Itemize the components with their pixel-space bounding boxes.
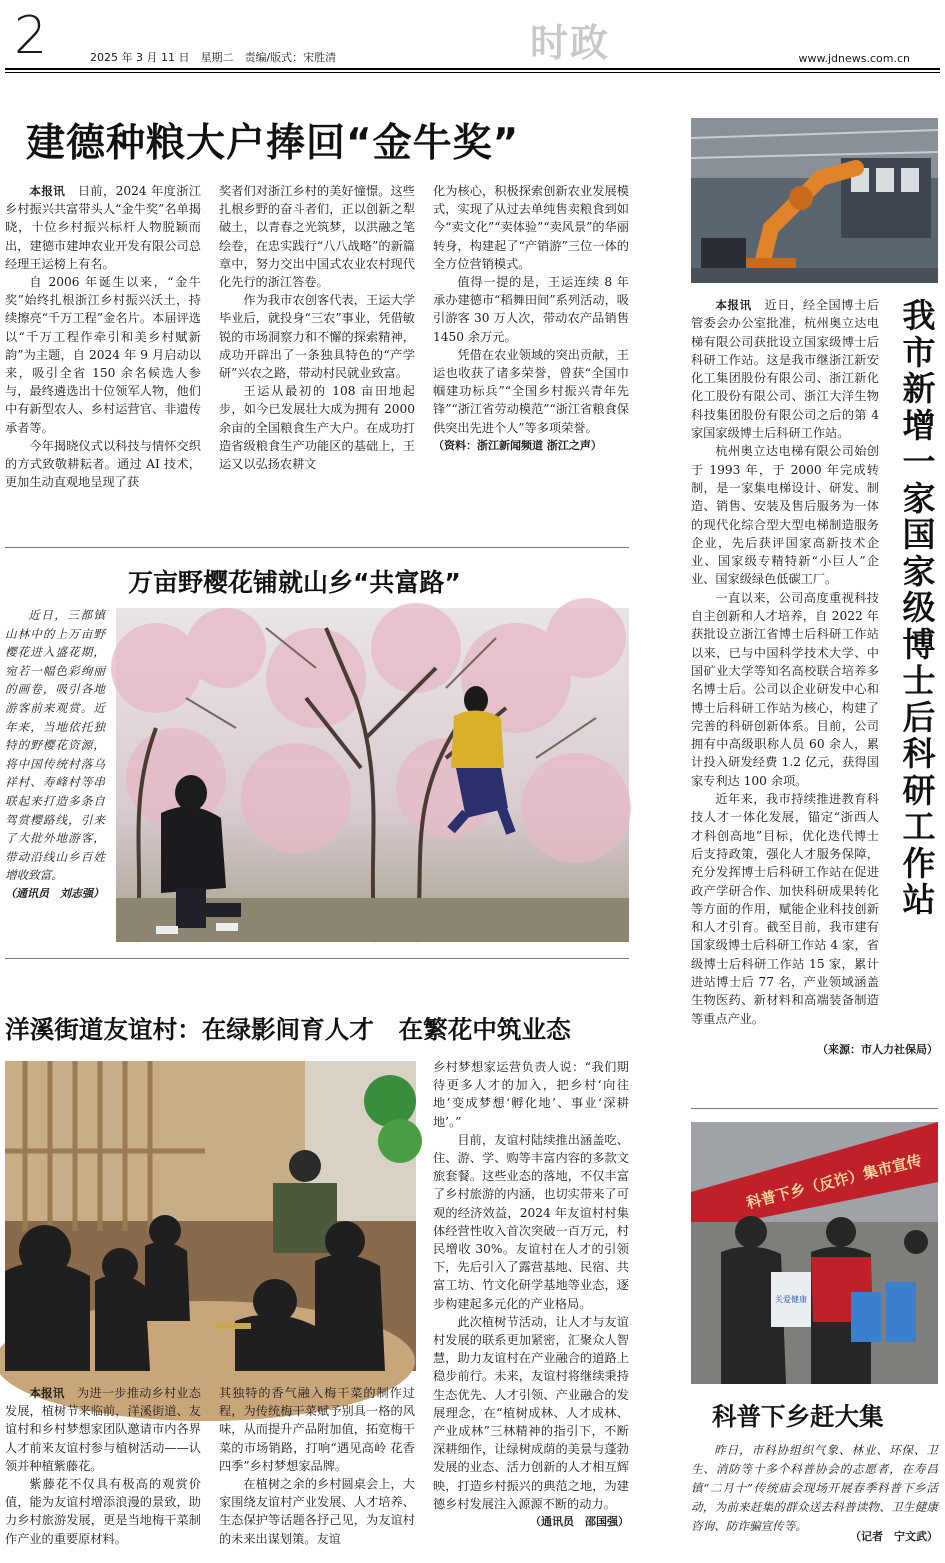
headline-science-fair: 科普下乡赶大集 (712, 1402, 884, 1431)
bag-label: 关爱健康 (775, 1295, 807, 1304)
paragraph: 凭借在农业领域的突出贡献，王运也收获了诸多荣誉，曾获“全国巾帼建功标兵”“全国乡村振兴青年先锋”“浙江省劳动模范”“浙江省粮食保供突出先进个人”等多项荣誉。 (433, 347, 629, 435)
article5-body (691, 1441, 938, 1541)
paragraph: 目前，友谊村陆续推出涵盖吃、住、游、学、购等丰富内容的多款文旅套餐。这些业态的落地，不仅丰富了乡村旅游的内涵，也切实带来了可观的经济效益，2024 年友谊村村集体经营性收入首次突破一百万元，村民增收 30%。友谊村在人才的引领下，先后引入了露营基地、民宿、共富工坊、竹文化研学基地等业态，逐步构建起多元化的产业格局。 (433, 1132, 629, 1311)
paragraph: 为进一步推动乡村业态发展，植树节来临前，洋溪街道、友谊村和乡村梦想家团队邀请市内各界人才前来友谊村参与植树活动——认领并种植紫藤花。 (5, 1386, 201, 1473)
article1-source: （资料：浙江新闻频道 浙江之声） (433, 438, 602, 452)
date-editor-line: 2025 年 3 月 11 日 星期二 责编/版式：宋胜清 (90, 51, 337, 64)
divider (691, 1108, 938, 1109)
paragraph: 值得一提的是，王运连续 8 年承办建德市“稻舞田间”系列活动，吸引游客 30 万人次，带动农产品销售 1450 余万元。 (433, 275, 629, 344)
paragraph: 近日，三都镇山林中的上万亩野樱花进入盛花期，宛若一幅色彩绚丽的画卷，吸引各地游客前来观赏。近年来，当地依托独特的野樱花资源，将中国传统村落乌祥村、寿峰村等串联起来打造多条自驾赏樱路线，引来了大批外地游客，带动沿线山乡百姓增收致富。 (5, 608, 105, 883)
paragraph: 在植树之余的乡村圆桌会上，大家围绕友谊村产业发展、人才培养、生态保护等话题各抒己见，为友谊村的未来出谋划策。友谊 (219, 1477, 415, 1546)
article3-column-1 (5, 1384, 201, 1559)
paragraph: 其独特的香气融入梅干菜的制作过程，为传统梅干菜赋予别具一格的风味，从而提升产品附加值，拓宽梅干菜的市场销路，打响“遇见高岭 花香四季”乡村梦想家品牌。 (219, 1386, 415, 1473)
science-fair-photo (691, 1122, 938, 1384)
header-rule-thin (5, 72, 940, 73)
headline-cherry-blossom: 万亩野樱花铺就山乡“共富路” (128, 568, 461, 597)
headline-golden-bull: 建德种粮大户捧回“金牛奖” (26, 121, 520, 166)
paragraph: 紫藤花不仅具有极高的观赏价值，能为友谊村增添浪漫的景致，助力乡村旅游发展，更是当地梅干菜制作产业的重要原材料。 (5, 1477, 201, 1546)
headline-youyi-village: 洋溪街道友谊村：在绿影间育人才 在繁花中筑业态 (5, 1015, 571, 1044)
paragraph: 杭州奥立达电梯有限公司始创于 1993 年，于 2000 年完成转制，是一家集电梯设计、研发、制造、销售、安装及售后服务为一体的现代化综合型大型电梯制造服务企业，先后获评国家高新技术企业、国家级专精特新“小巨人”企业、国家级绿色低碳工厂。 (691, 444, 879, 587)
cherry-blossom-photo (116, 608, 629, 942)
article1-column-3 (433, 182, 629, 482)
robot-arm-factory-photo (691, 118, 938, 283)
article4-body-narrow (691, 296, 880, 1026)
paragraph: 乡村梦想家运营负责人说：“我们期待更多人才的加入，把乡村‘向往地’变成梦想‘孵化地’、事业‘深耕地’。” (433, 1060, 629, 1129)
page-number: 2 (14, 6, 48, 66)
website-url[interactable]: www.jdnews.com.cn (798, 52, 910, 65)
paragraph: 王运从最初的 108 亩田地起步，如今已发展壮大成为拥有 2000 余亩的全国粮食生产大户。在成功打造省级粮食生产功能区的基础上，王运又以弘扬农耕文 (219, 384, 415, 472)
paragraph: 作为我市农创客代表，王运大学毕业后，就投身“三农”事业，凭借敏锐的市场洞察力和不懈的探索精神，成功开辟出了一条独具特色的“产学研”兴农之路，带动村民就业致富。 (219, 293, 415, 381)
article3-credit: （通讯员 邵国强） (530, 1515, 629, 1529)
paragraph: 日前，2024 年度浙江乡村振兴共富带头人“金牛奖”名单揭晓，十位乡村振兴标杆人物脱颖而出，建德市建坤农业开发有限公司总经理王运榜上有名。 (5, 184, 202, 271)
article1-column-2 (219, 182, 415, 502)
article3-column-3 (433, 1058, 629, 1563)
section-title: 时政 (530, 21, 611, 65)
article3-column-2 (219, 1384, 415, 1559)
article2-caption-text (5, 606, 105, 924)
header-rule (5, 68, 940, 70)
tree-planting-meeting-photo (5, 1061, 416, 1371)
paragraph: 自 2006 年诞生以来，“金牛奖”始终扎根浙江乡村振兴沃土，持续擦亮“千万工程”金名片。本届评选以“千万工程作牵引和美乡村赋新韵”为主题，自 2024 年 9 月启动以来，吸引全省 150 余名候选人参与，最终遴选出十位领军人物，他们中有新型农人、乡村运营官、非遗传承者等。 (5, 275, 201, 435)
headline-postdoc-station: 我市新增一家国家级博士后科研工作站 (902, 296, 936, 919)
paragraph: 化为核心，积极探索创新农业发展模式，实现了从过去单纯售卖粮食到如今“卖文化”“卖体验”“卖风景”的华丽转身，构建起了“产销游”三位一体的全方位营销模式。 (433, 184, 629, 271)
paragraph: 近日，经全国博士后管委会办公室批准，杭州奥立达电梯有限公司获批设立国家级博士后科研工作站。这是我市继浙江新安化工集团股份有限公司、浙江新化化工股份有限公司、浙江大洋生物科技集团股份有限公司之后的第 4 家国家级博士后科研工作站。 (691, 298, 880, 441)
divider (5, 547, 629, 548)
lead-label: 本报讯 (715, 298, 752, 312)
paragraph: 奖者们对浙江乡村的美好憧憬。这些扎根乡野的奋斗者们，正以创新之犁破土，以青春之光筑梦，以洪融之笔绘卷，在忠实践行“八八战略”的新篇章中，努力交出中国式农业农村现代化先行的浙江答卷。 (219, 184, 415, 290)
paragraph: 今年揭晓仪式以科技与情怀交织的方式致敬耕耘者。通过 AI 技术，更加生动直观地呈现了获 (5, 438, 201, 490)
lead-label: 本报讯 (29, 1386, 65, 1400)
paragraph: 近年来，我市持续推进教育科技人才一体化发展，锚定“浙西人才科创高地”目标，优化迭代博士后支持政策，强化人才服务保障，充分发挥博士后科研工作站在促进政产学研合作、加快科研成果转化等方面的作用，赋能企业科技创新和人才引育。截至目前，我市建有国家级博士后科研工作站 4 家，省级博士后科研工作站 15 家，累计进站博士后 77 名，产业领域涵盖生物医药、新材料和高端装备制造等重点产业。 (691, 792, 879, 1026)
article1-column-1 (5, 182, 201, 502)
banner-text: 科普下乡（反诈）集市宣传 (744, 1151, 924, 1213)
paragraph: 一直以来，公司高度重视科技自主创新和人才培养，自 2022 年获批设立浙江省博士后科研工作站以来，已与中国科学技术大学、中国矿业大学等知名高校联合培养多名博士后。公司以企业研发中心和博士后科研工作站为核心，构建了完善的科研创新体系。目前，公司拥有中高级职称人员 60 余人，累计投入研发经费 1.2 亿元，获得国家专利达 100 余项。 (691, 590, 879, 788)
paragraph: 昨日，市科协组织气象、林业、环保、卫生、消防等十多个科普协会的志愿者，在寿昌镇“二月十”传统庙会现场开展春季科普下乡活动，为前来赶集的群众送去科普读物、卫生健康咨询、防诈骗宣传等。 (691, 1443, 938, 1533)
article2-credit: （通讯员 刘志强） (5, 886, 104, 900)
paragraph: 此次植树节活动，让人才与友谊村发展的联系更加紧密，汇聚众人智慧，助力友谊村在产业融合的道路上稳步前行。未来，友谊村将继续秉持生态优先、人才引领、产业融合的发展理念，在“植树成林、人才成林、产业成林”三林精神的指引下，不断深耕细作，让绿树成荫的美景与蓬勃发展的业态、活力创新的人才相互辉映，打造乡村振兴的典范之地，为建德乡村发展注入源源不断的动力。 (433, 1314, 629, 1511)
lead-label: 本报讯 (29, 184, 66, 198)
divider (5, 958, 629, 959)
article5-credit: （记者 宁文武） (850, 1530, 938, 1543)
article4-source: （来源：市人力社保局） (817, 1043, 938, 1056)
